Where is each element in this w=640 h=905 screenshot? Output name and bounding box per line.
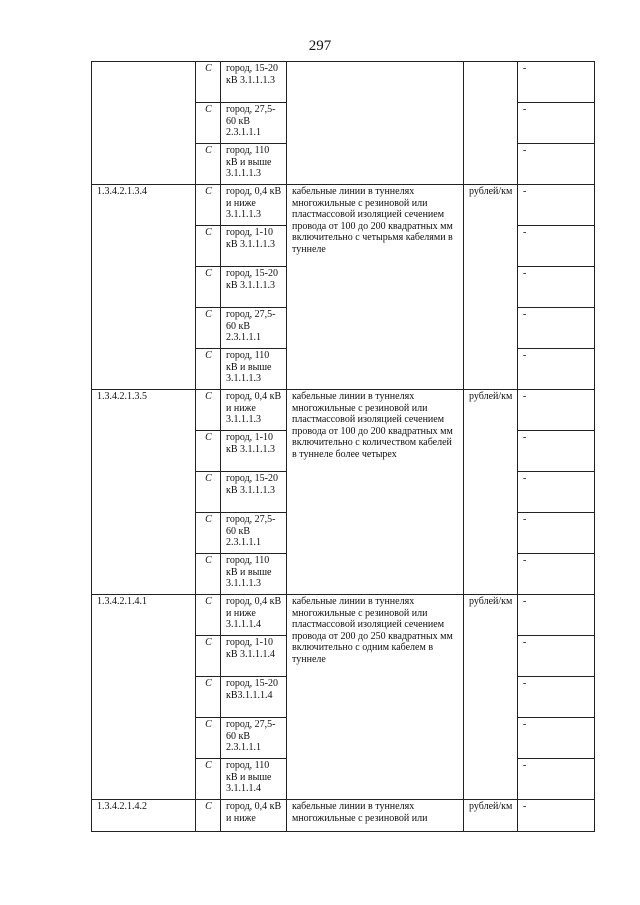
cell-value: - xyxy=(518,472,595,513)
cell-voltage-level: город, 27,5-60 кВ 2.3.1.1.1 xyxy=(221,308,287,349)
cell-letter: С xyxy=(196,62,221,103)
cell-voltage-level: город, 27,5-60 кВ 2.3.1.1.1 xyxy=(221,103,287,144)
cell-code xyxy=(92,62,196,185)
cell-value: - xyxy=(518,226,595,267)
cell-letter: С xyxy=(196,390,221,431)
cell-voltage-level: город, 1-10 кВ 3.1.1.1.3 xyxy=(221,431,287,472)
cell-letter: С xyxy=(196,185,221,226)
cell-value: - xyxy=(518,62,595,103)
cell-letter: С xyxy=(196,718,221,759)
cell-description: кабельные линии в туннелях многожильные с резиновой или пластмассовой изоляцией сечением провода от 100 до 200 квадратных мм включительно с количеством кабелей в туннеле более четырех xyxy=(287,390,464,595)
cell-letter: С xyxy=(196,144,221,185)
tariff-table-body xyxy=(92,62,595,832)
cell-letter: С xyxy=(196,513,221,554)
cell-value: - xyxy=(518,513,595,554)
cell-letter: С xyxy=(196,472,221,513)
cell-letter: С xyxy=(196,595,221,636)
cell-voltage-level: город, 15-20 кВ 3.1.1.1.3 xyxy=(221,267,287,308)
cell-letter: С xyxy=(196,759,221,800)
cell-voltage-level: город, 1-10 кВ 3.1.1.1.4 xyxy=(221,636,287,677)
cell-value: - xyxy=(518,144,595,185)
cell-voltage-level: город, 15-20 кВ3.1.1.1.4 xyxy=(221,677,287,718)
cell-value: - xyxy=(518,800,595,832)
cell-value: - xyxy=(518,390,595,431)
cell-letter: С xyxy=(196,103,221,144)
cell-letter: С xyxy=(196,431,221,472)
cell-letter: С xyxy=(196,226,221,267)
cell-letter: С xyxy=(196,677,221,718)
tariff-table xyxy=(91,61,595,832)
cell-voltage-level: город, 110 кВ и выше 3.1.1.1.4 xyxy=(221,759,287,800)
table-row xyxy=(92,62,595,103)
cell-unit: рублей/км xyxy=(464,390,518,595)
cell-value: - xyxy=(518,554,595,595)
cell-value: - xyxy=(518,267,595,308)
page-number: 297 xyxy=(308,38,332,54)
cell-voltage-level: город, 0,4 кВ и ниже 3.1.1.1.3 xyxy=(221,390,287,431)
cell-voltage-level: город, 15-20 кВ 3.1.1.1.3 xyxy=(221,472,287,513)
cell-letter: С xyxy=(196,554,221,595)
cell-unit xyxy=(464,62,518,185)
cell-code: 1.3.4.2.1.3.5 xyxy=(92,390,196,595)
cell-description: кабельные линии в туннелях многожильные с резиновой или xyxy=(287,800,464,832)
table-row xyxy=(92,390,595,431)
cell-voltage-level: город, 110 кВ и выше 3.1.1.1.3 xyxy=(221,349,287,390)
cell-voltage-level: город, 1-10 кВ 3.1.1.1.3 xyxy=(221,226,287,267)
cell-value: - xyxy=(518,431,595,472)
cell-code: 1.3.4.2.1.4.1 xyxy=(92,595,196,800)
cell-description xyxy=(287,62,464,185)
cell-letter: С xyxy=(196,308,221,349)
cell-letter: С xyxy=(196,636,221,677)
cell-value: - xyxy=(518,636,595,677)
cell-letter: С xyxy=(196,267,221,308)
cell-voltage-level: город, 110 кВ и выше 3.1.1.1.3 xyxy=(221,144,287,185)
cell-value: - xyxy=(518,595,595,636)
cell-value: - xyxy=(518,308,595,349)
cell-letter: С xyxy=(196,800,221,832)
cell-value: - xyxy=(518,759,595,800)
cell-unit: рублей/км xyxy=(464,185,518,390)
cell-value: - xyxy=(518,103,595,144)
cell-voltage-level: город, 110 кВ и выше 3.1.1.1.3 xyxy=(221,554,287,595)
cell-letter: С xyxy=(196,349,221,390)
cell-description: кабельные линии в туннелях многожильные с резиновой или пластмассовой изоляцией сечением провода от 100 до 200 квадратных мм включительно с четырьмя кабелями в туннеле xyxy=(287,185,464,390)
cell-voltage-level: город, 0,4 кВ и ниже 3.1.1.1.4 xyxy=(221,595,287,636)
cell-code: 1.3.4.2.1.4.2 xyxy=(92,800,196,832)
cell-value: - xyxy=(518,718,595,759)
cell-unit: рублей/км xyxy=(464,595,518,800)
table-row xyxy=(92,595,595,636)
cell-value: - xyxy=(518,185,595,226)
table-row xyxy=(92,800,595,832)
cell-voltage-level: город, 27,5-60 кВ 2.3.1.1.1 xyxy=(221,718,287,759)
cell-value: - xyxy=(518,677,595,718)
cell-value: - xyxy=(518,349,595,390)
cell-voltage-level: город, 15-20 кВ 3.1.1.1.3 xyxy=(221,62,287,103)
cell-code: 1.3.4.2.1.3.4 xyxy=(92,185,196,390)
cell-voltage-level: город, 0,4 кВ и ниже xyxy=(221,800,287,832)
cell-description: кабельные линии в туннелях многожильные с резиновой или пластмассовой изоляцией сечением провода от 200 до 250 квадратных мм включительно с одним кабелем в туннеле xyxy=(287,595,464,800)
cell-unit: рублей/км xyxy=(464,800,518,832)
cell-voltage-level: город, 27,5-60 кВ 2.3.1.1.1 xyxy=(221,513,287,554)
table-row xyxy=(92,185,595,226)
cell-voltage-level: город, 0,4 кВ и ниже 3.1.1.1.3 xyxy=(221,185,287,226)
